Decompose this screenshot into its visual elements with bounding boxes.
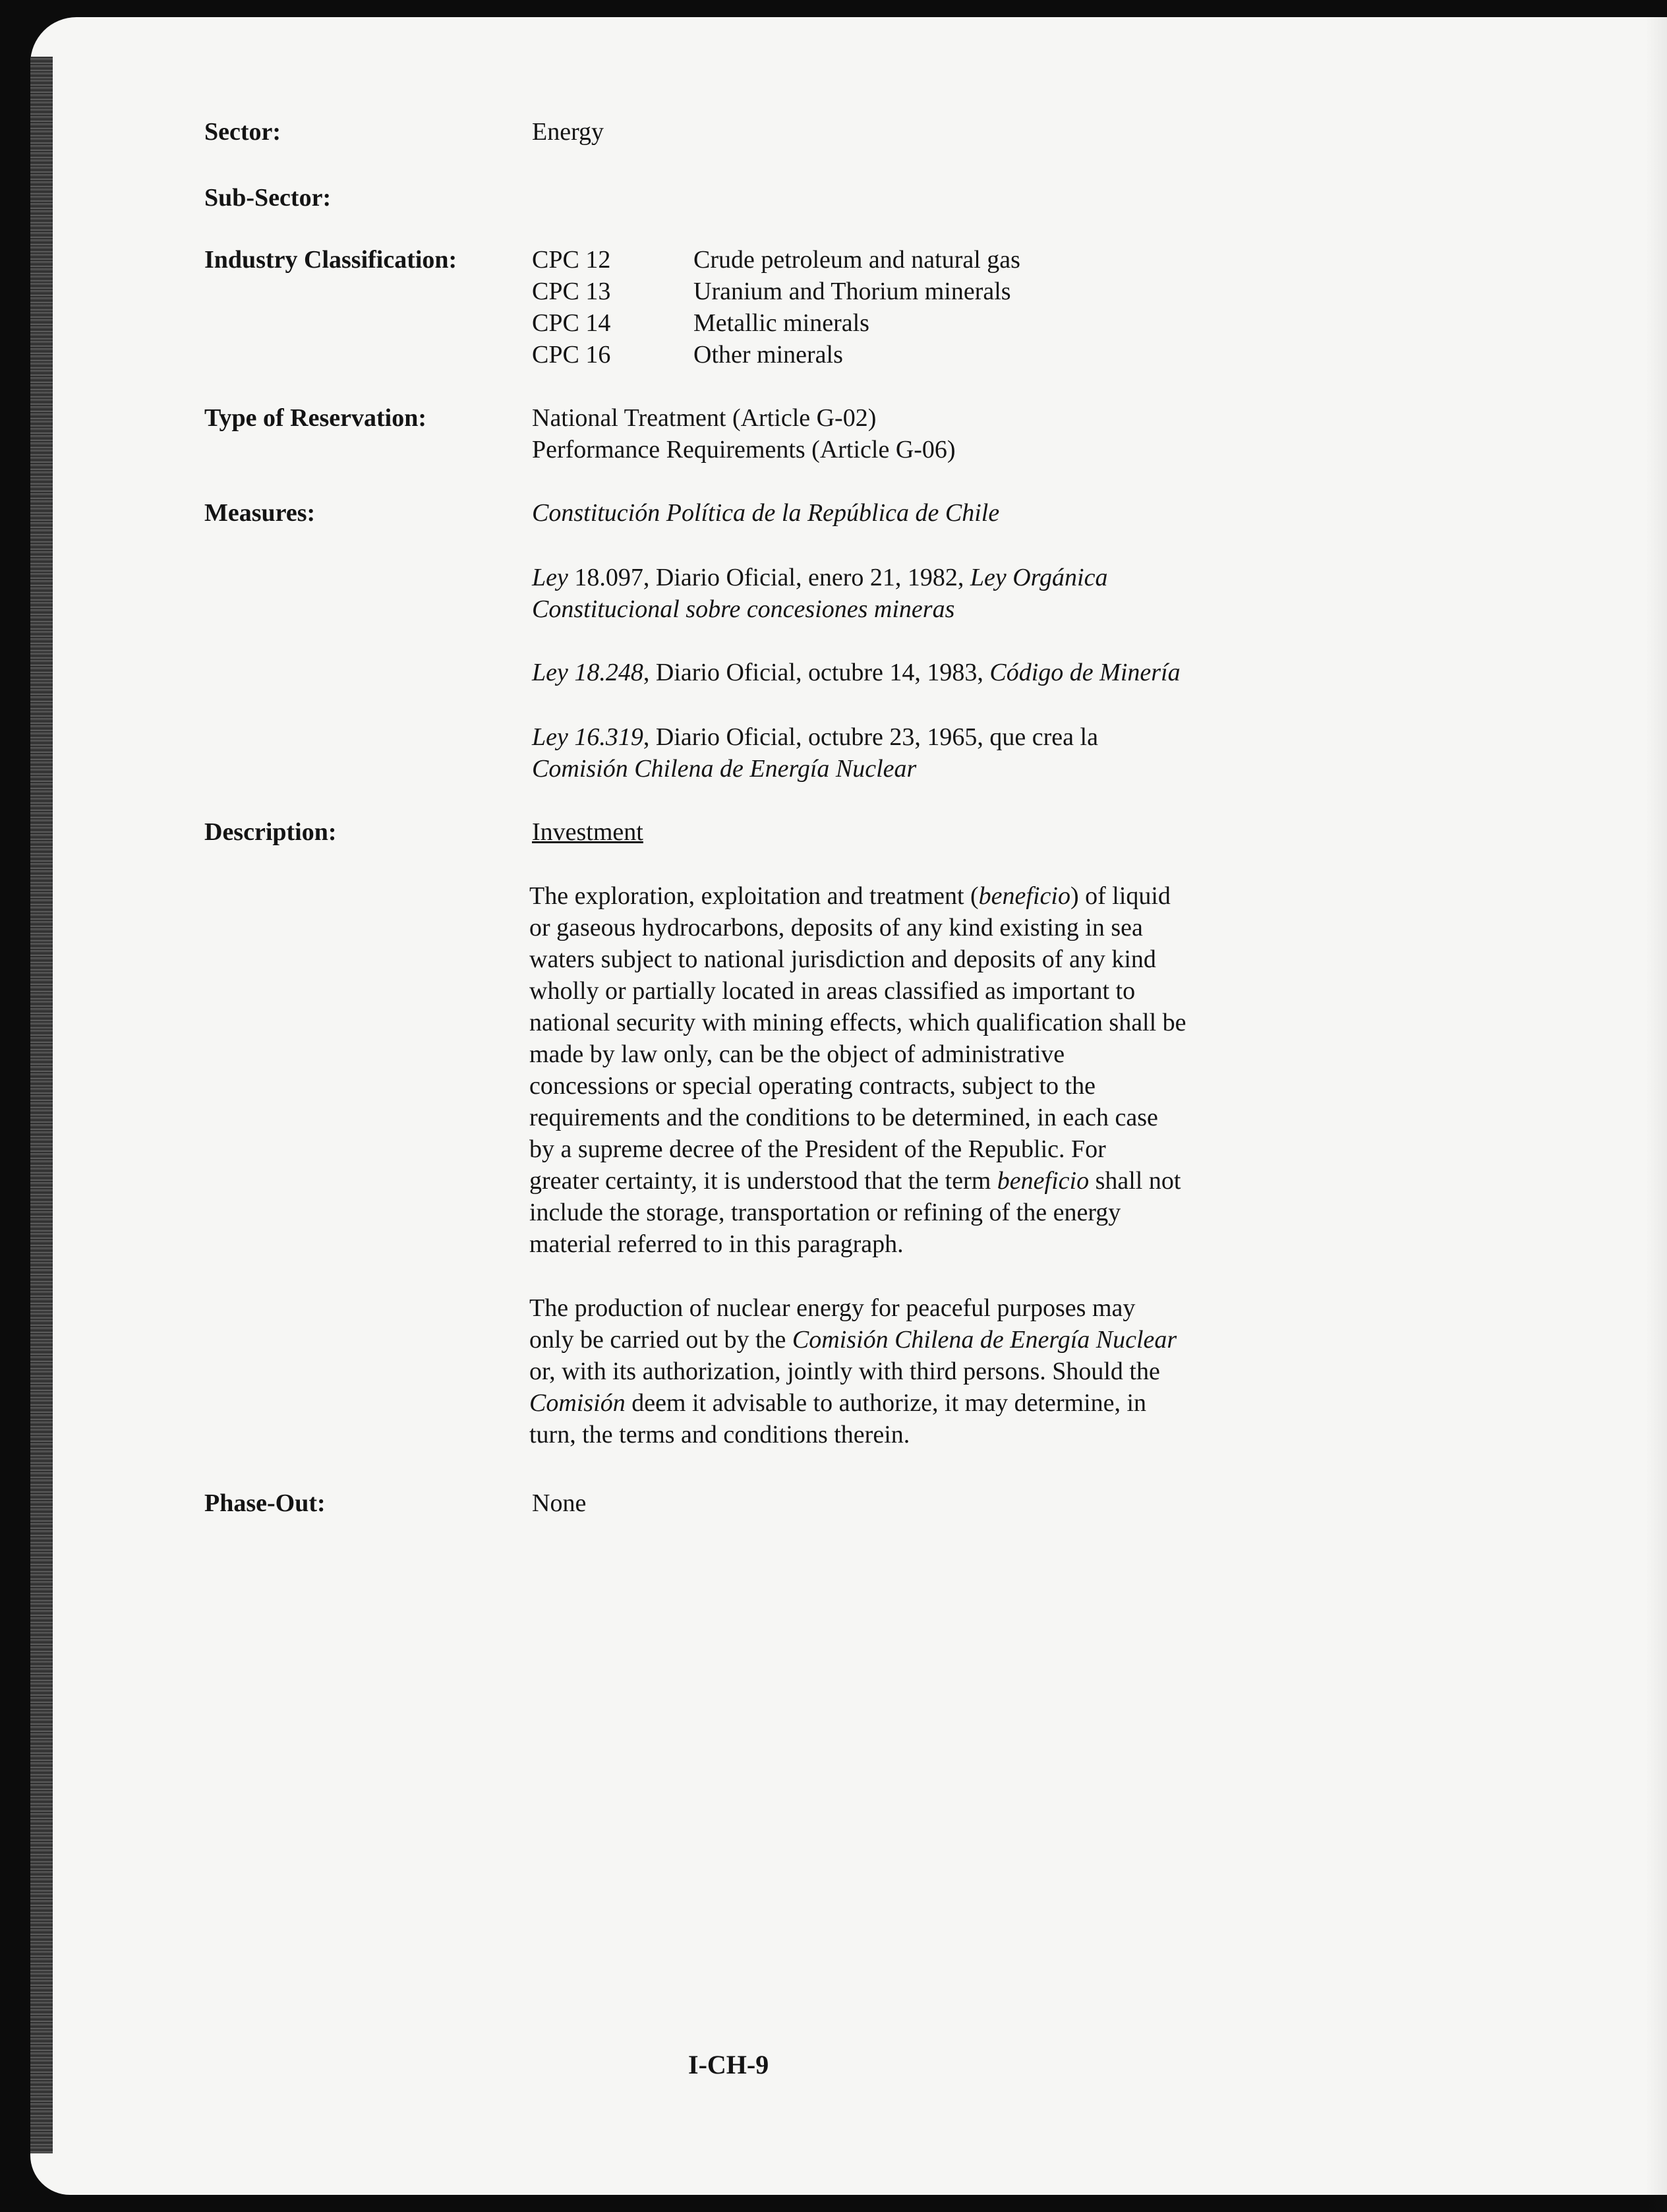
- cpc-description: Metallic minerals: [693, 309, 869, 337]
- industry-classification-label: Industry Classification:: [204, 246, 457, 274]
- measure-ley-16319-title: Comisión Chilena de Energía Nuclear: [532, 755, 917, 783]
- cpc-code: CPC 13: [532, 278, 611, 305]
- measure-ley-18097: Ley 18.097, Diario Oficial, enero 21, 1982, Ley Orgánica: [532, 564, 1108, 591]
- cpc-code: CPC 14: [532, 309, 611, 337]
- cpc-code: CPC 12: [532, 246, 611, 274]
- reservation-item: National Treatment (Article G-02): [532, 404, 877, 432]
- phase-out-label: Phase-Out:: [204, 1489, 326, 1517]
- measure-ley-18097-title: Constitucional sobre concesiones mineras: [532, 595, 955, 623]
- reservation-item: Performance Requirements (Article G-06): [532, 436, 956, 463]
- cpc-code: CPC 16: [532, 341, 611, 369]
- cpc-description: Other minerals: [693, 341, 843, 369]
- sector-label: Sector:: [204, 118, 281, 146]
- page-number: I-CH-9: [688, 2050, 769, 2079]
- cpc-description: Crude petroleum and natural gas: [693, 246, 1020, 274]
- measure-ley-18248: Ley 18.248, Diario Oficial, octubre 14, 1983, Código de Minería: [532, 659, 1181, 686]
- sector-value: Energy: [532, 118, 604, 146]
- scan-binding-edge: [30, 57, 53, 2153]
- scan-shadow-edge: [1645, 17, 1667, 2212]
- phase-out-value: None: [532, 1489, 587, 1517]
- cpc-description: Uranium and Thorium minerals: [693, 278, 1011, 305]
- description-label: Description:: [204, 818, 337, 846]
- description-paragraph-2: The production of nuclear energy for peaceful purposes may only be carried out by the Comisión Chilena de Energía Nuclear or, with its authorization, jointly with third persons. Should the Comisión deem it advisable to authorize, it may determine, in turn, the terms and conditions therein.: [529, 1294, 1177, 1449]
- type-of-reservation-label: Type of Reservation:: [204, 404, 427, 432]
- description-paragraph-1: The exploration, exploitation and treatment (beneficio) of liquid or gaseous hydrocarbons, deposits of any kind existing in sea waters subject to national jurisdiction and deposits of any kind wholly or partially located in areas classified as important to national security with mining effects, which qualification shall be made by law only, can be the object of administrative concessions or special operating contracts, subject to the requirements and the conditions to be determined, in each case by a supreme decree of the President of the Republic. For greater certainty, it is understood that the term beneficio shall not include the storage, transportation or refining of the energy material referred to in this paragraph.: [529, 882, 1186, 1258]
- description-heading: Investment: [532, 818, 643, 846]
- measures-label: Measures:: [204, 499, 316, 527]
- measure-constitution: Constitución Política de la República de Chile: [532, 499, 1000, 527]
- measure-ley-16319: Ley 16.319, Diario Oficial, octubre 23, 1965, que crea la: [532, 723, 1098, 751]
- sub-sector-label: Sub-Sector:: [204, 184, 332, 212]
